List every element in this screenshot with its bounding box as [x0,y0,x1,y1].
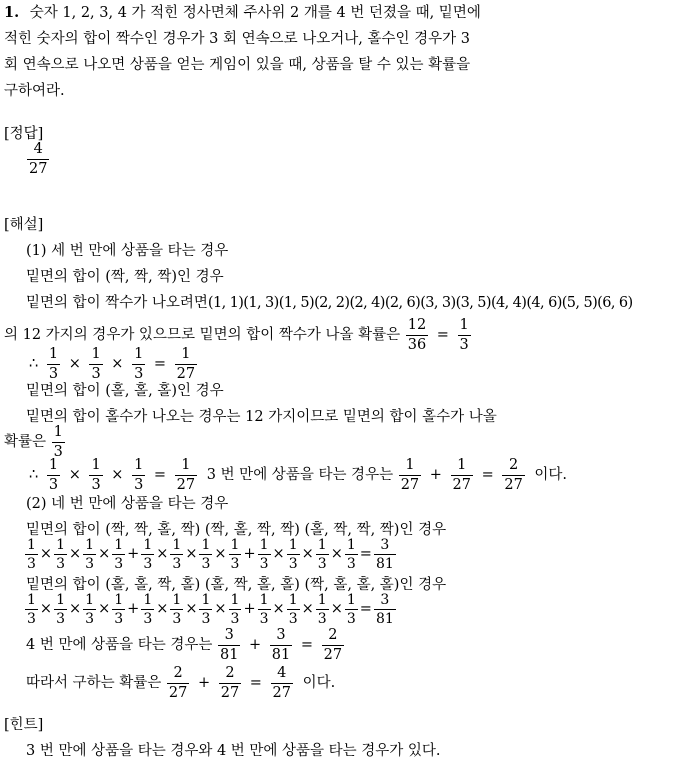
case2-odd-title: 밑면의 합이 (홀, 홀, 짝, 홀) (홀, 짝, 홀, 홀) (짝, 홀, 홀, 홀)인 경우 [26,577,447,593]
odd-line-2: 확률은 $\frac{1}{3}$ [4,424,63,460]
case2-sum-line: 4 번 만에 상품을 타는 경우는 $\frac{3}{81}$ + $\frac{3}{81}$ = $\frac{2}{27}$ [26,627,343,663]
even-title: 밑면의 합이 (짝, 짝, 짝)인 경우 [26,269,224,285]
odd-line-1: 밑면의 합이 홀수가 나오는 경우는 12 가지이므로 밑면의 합이 홀수가 나올 [26,409,497,425]
case2-even-title: 밑면의 합이 (짝, 짝, 홀, 짝) (짝, 홀, 짝, 짝) (홀, 짝, 짝, 짝)인 경우 [26,522,447,538]
problem-line-2: 적힌 숫자의 합이 짝수인 경우가 3 회 연속으로 나오거나, 홀수인 경우가 3 [4,31,470,47]
problem-number: 1. [4,4,20,21]
problem-line-4: 구하여라. [4,83,65,99]
answer-value: $\frac{4}{27}$ [29,141,48,177]
odd-calc-line: ∴ $\frac{1}{3}$ × $\frac{1}{3}$ × $\frac{1}{3}$ = $\frac{1}{27}$ 3 번 만에 상품을 타는 경우는 $\frac{1}{27}$ + $\frac{1}{27}$ = $\frac{2}{27}$ 이다. [29,457,568,493]
case2-title: (2) 네 번 만에 상품을 타는 경우 [26,496,229,512]
answer-label: [정답] [4,126,44,142]
solution-label: [해설] [4,217,44,233]
hint-label: [힌트] [4,717,44,733]
even-prob-line: 의 12 가지의 경우가 있으므로 밑면의 합이 짝수가 나올 확률은 $\frac{12}{36}$ = $\frac{1}{3}$ [4,317,469,353]
case2-odd-calc: $\frac{1}{3}$ × $\frac{1}{3}$ × $\frac{1}{3}$ × $\frac{1}{3}$ + $\frac{1}{3}$ × $\frac{1}{3}$ × $\frac{1}{3}$ × $\frac{1}{3}$ + $\frac{1}{3}$ × $\frac{1}{3}$ × $\frac{1}{3}$ × $\frac{1}{3}$ = $\frac{3}{81}$ [27,592,394,627]
even-calc-line: ∴ $\frac{1}{3}$ × $\frac{1}{3}$ × $\frac{1}{3}$ = $\frac{1}{27}$ [29,346,196,382]
case2-even-calc: $\frac{1}{3}$ × $\frac{1}{3}$ × $\frac{1}{3}$ × $\frac{1}{3}$ + $\frac{1}{3}$ × $\frac{1}{3}$ × $\frac{1}{3}$ × $\frac{1}{3}$ + $\frac{1}{3}$ × $\frac{1}{3}$ × $\frac{1}{3}$ × $\frac{1}{3}$ = $\frac{3}{81}$ [27,537,394,572]
problem-line-1 [4,6,481,21]
problem-text: 숫자 1, 2, 3, 4 가 적힌 정사면체 주사위 2 개를 4 번 던졌을 때, 밑면에 [29,5,481,21]
final-line: 따라서 구하는 확률은 $\frac{2}{27}$ + $\frac{2}{27}$ = $\frac{4}{27}$ 이다. [26,665,336,701]
case1-title: (1) 세 번 만에 상품을 타는 경우 [26,243,229,259]
odd-title: 밑면의 합이 (홀, 홀, 홀)인 경우 [26,383,224,399]
even-pairs-line: 밑면의 합이 짝수가 나오려면(1, 1)(1, 3)(1, 5)(2, 2)(2, 4)(2, 6)(3, 3)(3, 5)(4, 4)(4, 6)(5, 5)(6, 6) [26,295,633,311]
problem-line-3: 회 연속으로 나오면 상품을 얻는 게임이 있을 때, 상품을 탈 수 있는 확률을 [4,57,471,73]
even-pairs: (1, 1)(1, 3)(1, 5)(2, 2)(2, 4)(2, 6)(3, 3)(3, 5)(4, 4)(4, 6)(5, 5)(6, 6) [207,295,633,311]
hint-text: 3 번 만에 상품을 타는 경우와 4 번 만에 상품을 타는 경우가 있다. [26,743,441,759]
